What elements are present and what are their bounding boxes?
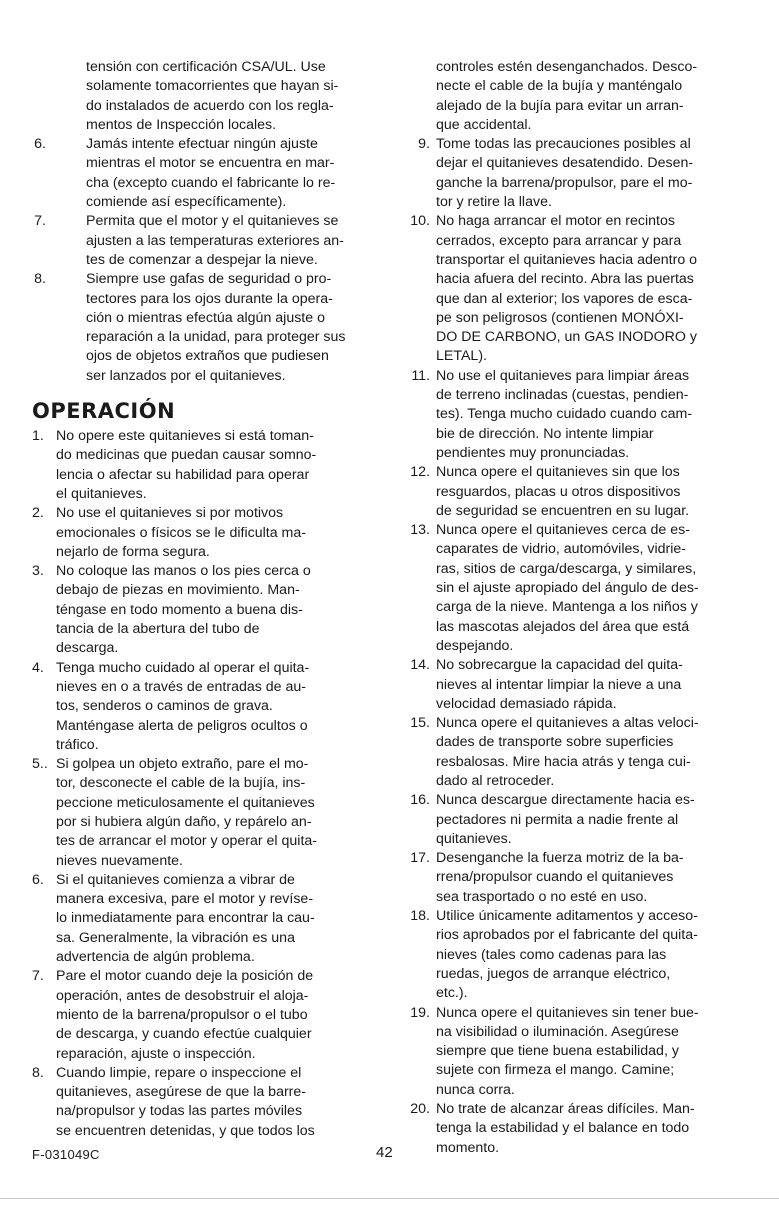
text-line: do medicinas que puedan causar somno-	[56, 447, 317, 464]
list-item	[408, 463, 760, 521]
list-item	[32, 504, 388, 562]
list-item	[408, 1100, 760, 1158]
text-line: dado al retroceder.	[436, 772, 555, 789]
text-line: Tome todas las precauciones posibles al	[436, 136, 691, 153]
item-number: 7.	[32, 968, 44, 985]
text-line: tes). Tenga mucho cuidado cuando cam-	[436, 406, 693, 423]
item-number: 1.	[32, 428, 44, 445]
list-item	[32, 427, 388, 504]
text-line: ción o mientras efectúa algún ajuste o	[86, 309, 325, 326]
text-line: hacia afuera del recinto. Abra las puertas	[436, 271, 694, 288]
text-line: transportar el quitanieves hacia adentro o	[436, 251, 698, 268]
list-item	[32, 871, 388, 967]
text-line: ganche la barrena/propulsor, pare el mo-	[436, 174, 693, 191]
text-line: Nunca opere el quitanieves cerca de es-	[436, 522, 690, 539]
text-line: Pare el motor cuando deje la posición de	[56, 968, 314, 985]
text-line: Nunca descargue directamente hacia es-	[436, 792, 695, 809]
text-line: se encuentren detenidas, y que todos los	[56, 1122, 315, 1139]
text-line: manera excesiva, pare el motor y revíse-	[56, 891, 314, 908]
item-number: 11.	[411, 367, 430, 384]
text-line: solamente tomacorrientes que hayan si-	[86, 78, 339, 95]
text-line: No use el quitanieves para limpiar áreas	[436, 367, 690, 384]
text-line: tor y retire la llave.	[436, 194, 552, 211]
text-line: descarga.	[56, 640, 119, 657]
list-item	[32, 270, 388, 386]
text-line: No trate de alcanzar áreas difíciles. Man-	[436, 1101, 695, 1118]
list-item	[32, 562, 388, 658]
text-line: resguardos, placas u otros dispositivos	[436, 483, 681, 500]
text-line: tráfico.	[56, 736, 99, 753]
text-line: Manténgase alerta de peligros ocultos o	[56, 717, 308, 734]
text-line: de descarga, y cuando efectúe cualquier	[56, 1026, 312, 1043]
text-line: No haga arrancar el motor en recintos	[436, 213, 675, 230]
text-line: bie de dirección. No intente limpiar	[436, 425, 654, 442]
text-line: No coloque las manos o los pies cerca o	[56, 563, 311, 580]
text-line: nieves en o a través de entradas de au-	[56, 678, 307, 695]
list-item	[32, 967, 388, 1063]
item-number: 17.	[410, 850, 430, 867]
text-line: siempre que tiene buena estabilidad, y	[436, 1043, 679, 1060]
text-line: despejando.	[436, 637, 514, 654]
text-line: quitanieves.	[436, 830, 512, 847]
text-line: ser lanzados por el quitanieves.	[86, 367, 286, 384]
right-column	[408, 58, 760, 1158]
text-line: Permita que el motor y el quitanieves se	[86, 213, 339, 230]
text-line: advertencia de algún problema.	[56, 949, 255, 966]
text-line: momento.	[436, 1139, 500, 1156]
item-number: 12.	[410, 464, 430, 481]
list-item	[408, 714, 760, 791]
text-line: No sobrecargue la capacidad del quita-	[436, 657, 683, 674]
item-number: 5..	[32, 756, 48, 773]
text-line: dejar el quitanieves desatendido. Desen-	[436, 155, 694, 172]
text-line: etc.).	[436, 985, 468, 1002]
text-line: nunca corra.	[436, 1081, 515, 1098]
text-line: Cuando limpie, repare o inspeccione el	[56, 1064, 302, 1081]
text-line: ajusten a las temperaturas exteriores an-	[86, 232, 344, 249]
item-number: 18.	[410, 908, 430, 925]
item-number: 10.	[410, 213, 430, 230]
text-line: LETAL).	[436, 348, 487, 365]
text-line: el quitanieves.	[56, 485, 147, 502]
list-item	[408, 521, 760, 656]
text-line: Desenganche la fuerza motriz de la ba-	[436, 850, 684, 867]
text-line: Nunca opere el quitanieves a altas veloci-	[436, 715, 699, 732]
text-line: que dan al exterior; los vapores de esca-	[436, 290, 693, 307]
text-line: tensión con certificación CSA/UL. Use	[86, 59, 326, 75]
list-item	[32, 755, 388, 871]
item-number: 13.	[410, 522, 430, 539]
text-line: nejarlo de forma segura.	[56, 543, 210, 560]
text-line: Nunca opere el quitanieves sin que los	[436, 464, 680, 481]
bottom-divider	[0, 1198, 779, 1199]
text-line: caparates de vidrio, automóviles, vidrie-	[436, 541, 686, 558]
text-line: mientras el motor se encuentra en mar-	[86, 155, 335, 172]
text-line: rrena/propulsor cuando el quitanieves	[436, 869, 674, 886]
text-line: tos, senderos o caminos de grava.	[56, 698, 273, 715]
item-number: 8.	[32, 1064, 44, 1081]
text-line: Tenga mucho cuidado al operar el quita-	[56, 659, 310, 676]
left-column	[32, 58, 388, 1141]
text-line: Jamás intente efectuar ningún ajuste	[86, 136, 318, 153]
text-line: operación, antes de desobstruir el aloja-	[56, 987, 309, 1004]
text-line: controles estén desenganchados. Desco-	[436, 59, 698, 75]
section-heading: OPERACIÓN	[32, 399, 176, 424]
text-line: do instalados de acuerdo con los regla-	[86, 97, 334, 114]
list-item	[32, 212, 388, 270]
text-line: sin el ajuste apropiado del ángulo de des-	[436, 580, 699, 597]
text-line: ruedas, juegos de arranque eléctrico,	[436, 965, 671, 982]
text-line: sea trasportado o no esté en uso.	[436, 888, 648, 905]
text-line: Si el quitanieves comienza a vibrar de	[56, 871, 295, 888]
text-line: las mascotas alejados del área que está	[436, 618, 690, 635]
text-line: No use el quitanieves si por motivos	[56, 505, 284, 522]
text-line: reparación a la unidad, para proteger sus	[86, 329, 346, 346]
text-line: tes de comenzar a despejar la nieve.	[86, 251, 318, 268]
page-number: 42	[376, 1144, 393, 1161]
text-line: pectadores ni permita a nadie frente al	[436, 811, 679, 828]
text-line: cerrados, excepto para arrancar y para	[436, 232, 682, 249]
text-line: velocidad demasiado rápida.	[436, 695, 617, 712]
continuation-text	[32, 58, 388, 135]
text-line: emocionales o físicos se le dificulta ma-	[56, 524, 306, 541]
text-line: tenga la estabilidad y el balance en todo	[436, 1120, 690, 1137]
item-number: 3.	[32, 563, 44, 580]
list-item	[408, 656, 760, 714]
text-line: Nunca opere el quitanieves sin tener bue-	[436, 1004, 699, 1021]
item-number: 15.	[410, 715, 430, 732]
text-line: tectores para los ojos durante la opera-	[86, 290, 333, 307]
text-line: de terreno inclinadas (cuestas, pendien-	[436, 387, 689, 404]
text-line: pe son peligrosos (contienen MONÓXI-	[436, 309, 684, 326]
text-line: Si golpea un objeto extraño, pare el mo-	[56, 756, 309, 773]
text-line: tes de arrancar el motor y operar el quita-	[56, 833, 318, 850]
continuation-text	[408, 58, 760, 135]
text-line: peccione meticulosamente el quitanieves	[56, 794, 315, 811]
list-item	[408, 791, 760, 849]
text-line: mentos de Inspección locales.	[86, 116, 277, 133]
list-item	[32, 659, 388, 755]
list-item	[408, 1004, 760, 1100]
text-line: reparación, ajuste o inspección.	[56, 1045, 256, 1062]
text-line: comiende así específicamente).	[86, 194, 287, 211]
operation-list	[32, 427, 388, 1141]
text-line: Siempre use gafas de seguridad o pro-	[86, 271, 332, 288]
text-line: ras, sitios de carga/descarga, y similares,	[436, 560, 697, 577]
text-line: carga de la nieve. Mantenga a los niños y	[436, 599, 698, 616]
safety-list	[32, 135, 388, 386]
text-line: que accidental.	[436, 116, 532, 133]
text-line: quitanieves, asegúrese de que la barre-	[56, 1084, 307, 1101]
text-line: ojos de objetos extraños que pudiesen	[86, 348, 329, 365]
operation-list-continued	[408, 135, 760, 1158]
text-line: alejado de la bujía para evitar un arran-	[436, 97, 684, 114]
item-number: 7.	[34, 213, 46, 230]
text-line: de seguridad se encuentren en su lugar.	[436, 502, 690, 519]
text-line: sa. Generalmente, la vibración es una	[56, 929, 295, 946]
item-number: 20.	[410, 1101, 430, 1118]
text-line: Utilice únicamente aditamentos y acceso-	[436, 908, 698, 925]
text-line: na/propulsor y todas las partes móviles	[56, 1103, 303, 1120]
text-line: DO DE CARBONO, un GAS INODORO y	[436, 329, 697, 346]
item-number: 6.	[34, 136, 46, 153]
list-item	[408, 849, 760, 907]
text-line: resbalosas. Mire hacia atrás y tenga cui-	[436, 753, 691, 770]
text-line: nieves al intentar limpiar la nieve a una	[436, 676, 682, 693]
list-item	[32, 1064, 388, 1141]
text-line: rios aprobados por el fabricante del quita-	[436, 927, 698, 944]
item-number: 6.	[32, 871, 44, 888]
list-item	[408, 907, 760, 1003]
text-line: téngase en todo momento a buena dis-	[56, 601, 303, 618]
list-item	[32, 135, 388, 212]
list-item	[408, 367, 760, 463]
text-line: tor, desconecte el cable de la bujía, ins-	[56, 775, 306, 792]
text-line: pendientes muy pronunciadas.	[436, 444, 630, 461]
text-line: por si hubiera algún daño, y repárelo an-	[56, 813, 312, 830]
text-line: No opere este quitanieves si está toman-	[56, 428, 314, 445]
text-line: dades de transporte sobre superficies	[436, 734, 674, 751]
item-number: 9.	[418, 136, 430, 153]
item-number: 2.	[32, 505, 44, 522]
item-number: 14.	[410, 657, 430, 674]
text-line: lencia o afectar su habilidad para operar	[56, 466, 310, 483]
text-line: nieves nuevamente.	[56, 852, 183, 869]
item-number: 8.	[34, 271, 46, 288]
text-line: sujete con firmeza el mango. Camine;	[436, 1062, 675, 1079]
text-line: lo inmediatamente para encontrar la cau-	[56, 910, 315, 927]
list-item	[408, 212, 760, 366]
text-line: tancia de la abertura del tubo de	[56, 621, 260, 638]
text-line: na visibilidad o iluminación. Asegúrese	[436, 1023, 679, 1040]
text-line: nieves (tales como cadenas para las	[436, 946, 667, 963]
document-code: F-031049C	[32, 1147, 100, 1162]
text-line: cha (excepto cuando el fabricante lo re-	[86, 174, 336, 191]
list-item	[408, 135, 760, 212]
text-line: necte el cable de la bujía y manténgalo	[436, 78, 683, 95]
item-number: 19.	[410, 1004, 430, 1021]
item-number: 4.	[32, 659, 44, 676]
item-number: 16.	[410, 792, 430, 809]
text-line: miento de la barrena/propulsor o el tubo	[56, 1006, 308, 1023]
text-line: debajo de piezas en movimiento. Man-	[56, 582, 300, 599]
